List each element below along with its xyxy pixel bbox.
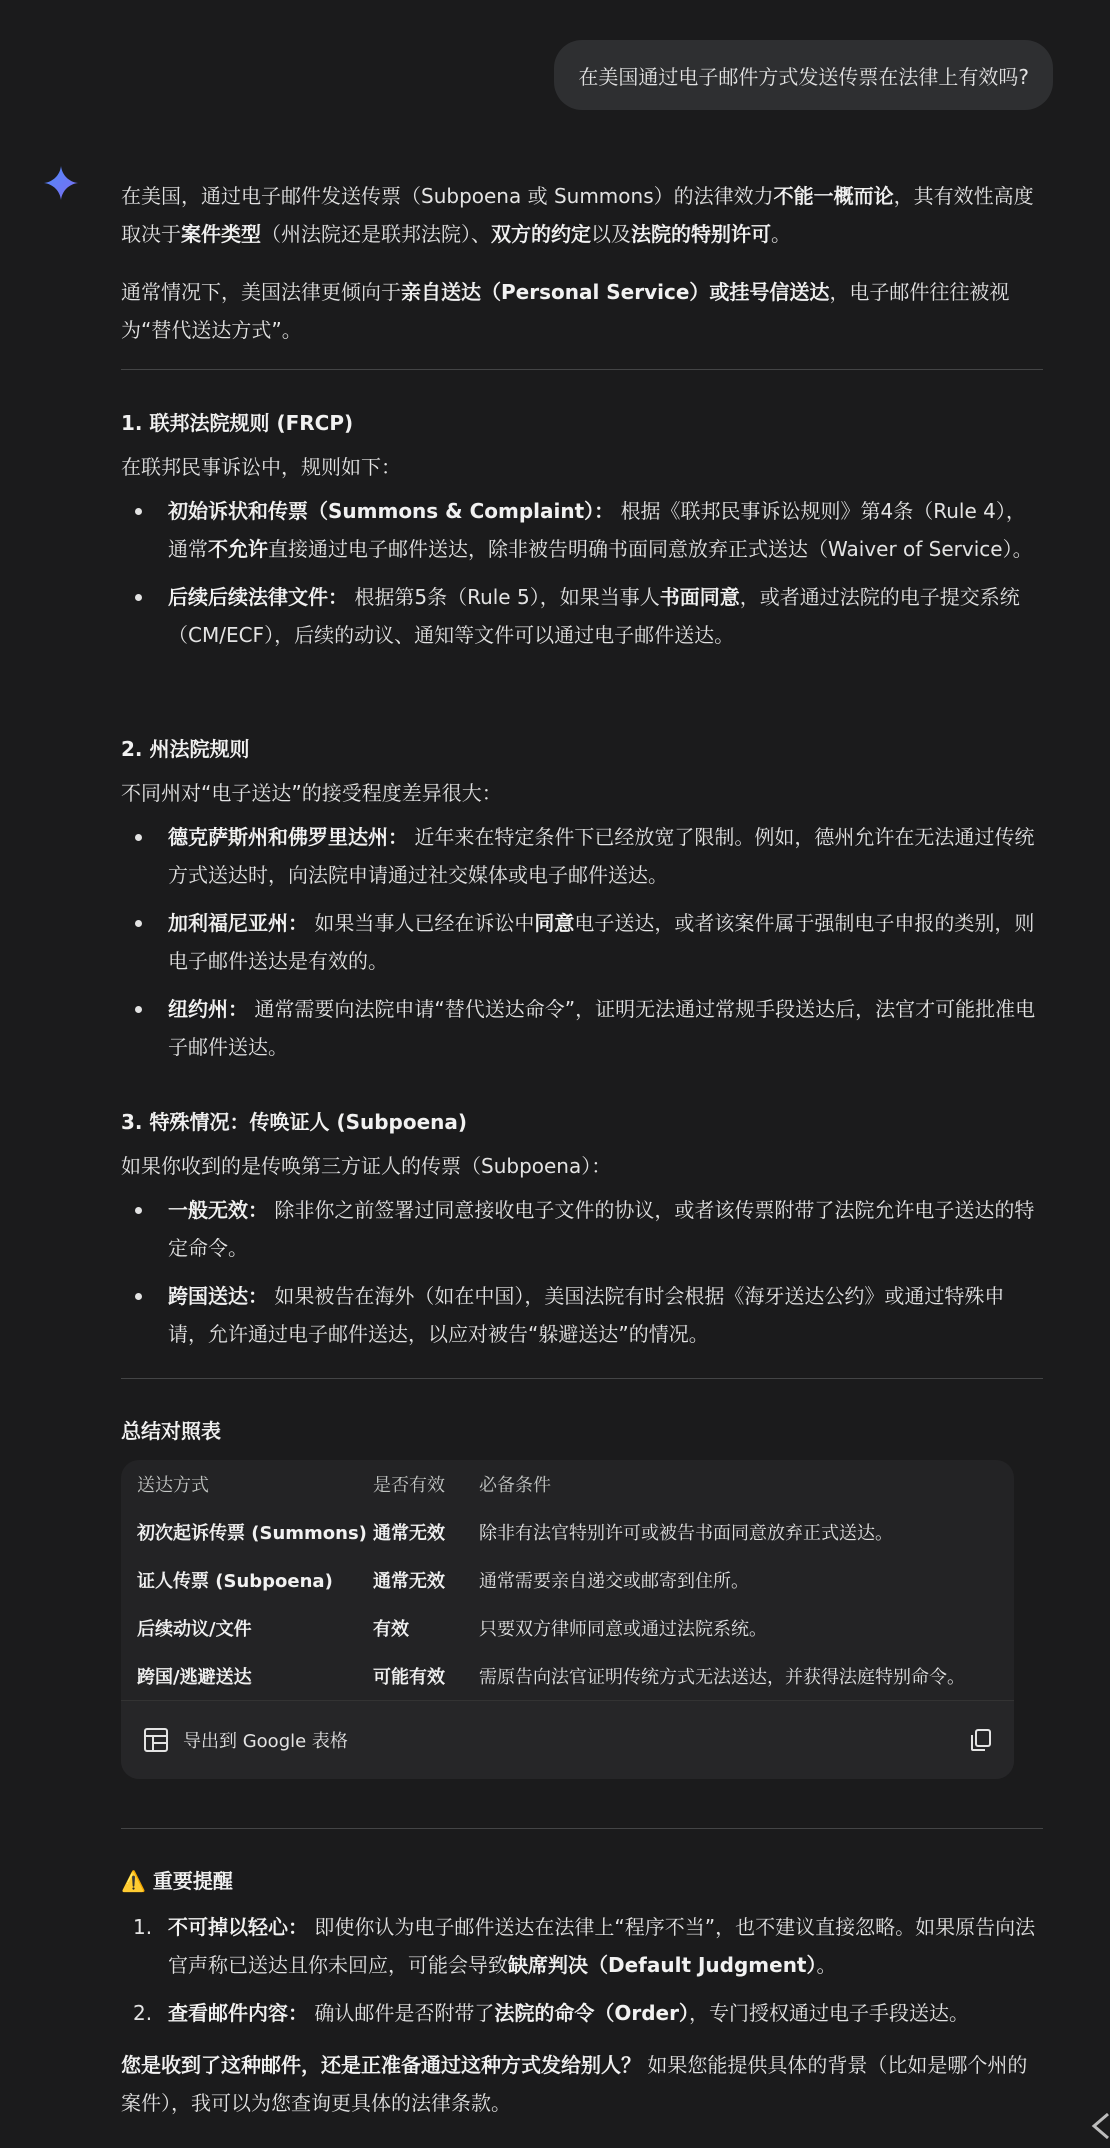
text: 。 — [771, 222, 791, 246]
text: 根据《联邦民事诉讼规则》第4条（Rule 4），通常 — [168, 499, 1026, 561]
table-cell: 后续动议/文件 — [137, 1619, 252, 1640]
text: ，其有效性高度取决于 — [121, 184, 1034, 246]
bullet-dot — [135, 594, 142, 601]
text: 如果当事人已经在诉讼中 — [308, 911, 535, 935]
section-lead: 如果你收到的是传唤第三方证人的传票（Subpoena）： — [121, 1154, 612, 1178]
text: 除非你之前签署过同意接收电子文件的协议，或者该传票附带了法院允许电子送达的特定命令。 — [168, 1198, 1035, 1260]
text: ，专门授权通过电子手段送达。 — [688, 2001, 969, 2025]
item-label: 德克萨斯州和佛罗里达州： — [168, 825, 408, 849]
bold-text: 双方的约定 — [491, 222, 591, 246]
intro-paragraph-2 — [121, 273, 1043, 349]
divider — [121, 1828, 1043, 1829]
item-label: 一般无效： — [168, 1198, 268, 1222]
text: 近年来在特定条件下已经放宽了限制。例如，德州允许在无法通过传统方式送达时，向法院申请通过社交媒体或电子邮件送达。 — [168, 825, 1035, 887]
item-number: 1. — [133, 1915, 153, 1939]
text: ，或者通过法院的电子提交系统（CM/ECF），后续的动议、通知等文件可以通过电子邮件送达。 — [168, 585, 1020, 647]
text: 通常需要向法院申请“替代送达命令”，证明无法通过常规手段送达后，法官才可能批准电子邮件送达。 — [168, 997, 1036, 1059]
bullet-dot — [135, 1293, 142, 1300]
item-label: 查看邮件内容： — [168, 2001, 308, 2025]
divider — [121, 369, 1043, 370]
summary-table-card — [121, 1460, 1014, 1779]
table-row — [121, 1508, 1014, 1556]
section-federal-rules — [121, 404, 1043, 664]
bold-text: 您是收到了这种邮件，还是正准备通过这种方式发给别人？ — [121, 2053, 641, 2077]
section-special-cases — [121, 1103, 1043, 1363]
table-row — [121, 1652, 1014, 1700]
section-title: 1. 联邦法院规则 (FRCP) — [121, 411, 354, 435]
item-label: 纽约州： — [168, 997, 248, 1021]
list-item — [121, 492, 1043, 568]
column-header: 是否有效 — [373, 1475, 445, 1496]
table-cell: 只要双方律师同意或通过法院系统。 — [479, 1619, 767, 1640]
column-header: 必备条件 — [479, 1475, 551, 1496]
item-label: 不可掉以轻心： — [168, 1915, 308, 1939]
table-footer — [121, 1700, 1014, 1779]
bold-text: 案件类型 — [181, 222, 261, 246]
copy-icon[interactable] — [968, 1728, 992, 1752]
summary-title: 总结对照表 — [121, 1419, 221, 1443]
item-label: 加利福尼亚州： — [168, 911, 308, 935]
reminder-title-row — [121, 1862, 1043, 1900]
text: 电子送达，或者该案件属于强制电子申报的类别，则电子邮件送达是有效的。 — [168, 911, 1035, 973]
bullet-dot — [135, 834, 142, 841]
bold-text: 亲自送达（Personal Service）或挂号信送达 — [401, 280, 830, 304]
list-item — [121, 818, 1043, 894]
warning-icon: ⚠️ — [121, 1869, 146, 1893]
bold-text: 法院的特别许可 — [631, 222, 771, 246]
bold-text: 法院的命令（Order） — [494, 2001, 689, 2025]
table-cell: 有效 — [373, 1619, 409, 1640]
table-cell: 通常无效 — [373, 1571, 445, 1592]
scroll-arrow-icon[interactable] — [1088, 2112, 1110, 2140]
table-header-row — [121, 1460, 1014, 1508]
list-item — [121, 1908, 1043, 1984]
item-label: 跨国送达： — [168, 1284, 268, 1308]
table-cell: 除非有法官特别许可或被告书面同意放弃正式送达。 — [479, 1523, 893, 1544]
bullet-dot — [135, 920, 142, 927]
section-lead: 在联邦民事诉讼中，规则如下： — [121, 455, 401, 479]
text: 确认邮件是否附带了 — [308, 2001, 495, 2025]
bullet-dot — [135, 508, 142, 515]
numbered-list — [121, 1908, 1043, 2032]
list-item — [121, 1994, 1043, 2032]
table-row — [121, 1556, 1014, 1604]
bullet-dot — [135, 1207, 142, 1214]
text: ，电子邮件往往被视为“替代送达方式”。 — [121, 280, 1010, 342]
table-cell: 证人传票 (Subpoena) — [137, 1571, 333, 1592]
intro-paragraph-1 — [121, 177, 1043, 253]
section-reminder — [121, 1862, 1043, 2122]
bullet-list — [121, 492, 1043, 654]
section-title: 2. 州法院规则 — [121, 737, 250, 761]
text: 。 — [816, 1953, 837, 1977]
table-row — [121, 1604, 1014, 1652]
bold-text: 缺席判决（Default Judgment） — [508, 1953, 817, 1977]
list-item — [121, 990, 1043, 1066]
table-cell: 通常需要亲自递交或邮寄到住所。 — [479, 1571, 749, 1592]
table-cell: 需原告向法官证明传统方式无法送达，并获得法庭特别命令。 — [479, 1667, 965, 1688]
list-item — [121, 904, 1043, 980]
item-label: 后续后续法律文件： — [168, 585, 348, 609]
reminder-title: 重要提醒 — [152, 1869, 233, 1893]
bold-text: 不允许 — [208, 537, 268, 561]
export-to-sheets-button[interactable] — [143, 1727, 348, 1753]
user-message-bubble — [554, 40, 1053, 110]
table-cell: 通常无效 — [373, 1523, 445, 1544]
section-state-rules — [121, 730, 1043, 1076]
section-title: 3. 特殊情况：传唤证人 (Subpoena) — [121, 1110, 468, 1134]
list-item — [121, 578, 1043, 654]
text: 即使你认为电子邮件送达在法律上“程序不当”，也不建议直接忽略。如果原告向法官声称已送达且你未回应，可能会导致 — [168, 1915, 1036, 1977]
bullet-list — [121, 1191, 1043, 1353]
text: （州法院还是联邦法院）、 — [261, 222, 491, 246]
text: 直接通过电子邮件送达，除非被告明确书面同意放弃正式送达（Waiver of Service）。 — [268, 537, 1033, 561]
response-intro — [121, 177, 1043, 349]
export-label: 导出到 Google 表格 — [183, 1731, 348, 1752]
list-item — [121, 1277, 1043, 1353]
bold-text: 同意 — [534, 911, 575, 935]
text: 如果被告在海外（如在中国），美国法院有时会根据《海牙送达公约》或通过特殊申请，允许通过电子邮件送达，以应对被告“躲避送达”的情况。 — [168, 1284, 1005, 1346]
bullet-list — [121, 818, 1043, 1066]
text: 以及 — [591, 222, 631, 246]
table-cell: 初次起诉传票 (Summons) — [137, 1523, 367, 1544]
text: 根据第5条（Rule 5），如果当事人 — [348, 585, 660, 609]
user-message-text: 在美国通过电子邮件方式发送传票在法律上有效吗? — [578, 64, 1029, 89]
bold-text: 书面同意 — [659, 585, 740, 609]
text: 在美国，通过电子邮件发送传票（Subpoena 或 Summons）的法律效力 — [121, 184, 774, 208]
item-label: 初始诉状和传票（Summons & Complaint）： — [168, 499, 615, 523]
divider — [121, 1378, 1043, 1379]
section-lead: 不同州对“电子送达”的接受程度差异很大： — [121, 781, 502, 805]
table-icon — [143, 1727, 169, 1753]
text: 通常情况下，美国法律更倾向于 — [121, 280, 401, 304]
bullet-dot — [135, 1006, 142, 1013]
list-item — [121, 1191, 1043, 1267]
closing-paragraph — [121, 2046, 1043, 2122]
text: 如果您能提供具体的背景（比如是哪个州的案件），我可以为您查询更具体的法律条款。 — [121, 2053, 1028, 2115]
table-cell: 可能有效 — [373, 1667, 445, 1688]
table-cell: 跨国/逃避送达 — [137, 1667, 252, 1688]
item-number: 2. — [133, 2001, 153, 2025]
column-header: 送达方式 — [137, 1475, 209, 1496]
summary-table — [121, 1460, 1014, 1700]
gemini-spark-icon — [44, 166, 78, 200]
bold-text: 不能一概而论 — [773, 184, 894, 208]
